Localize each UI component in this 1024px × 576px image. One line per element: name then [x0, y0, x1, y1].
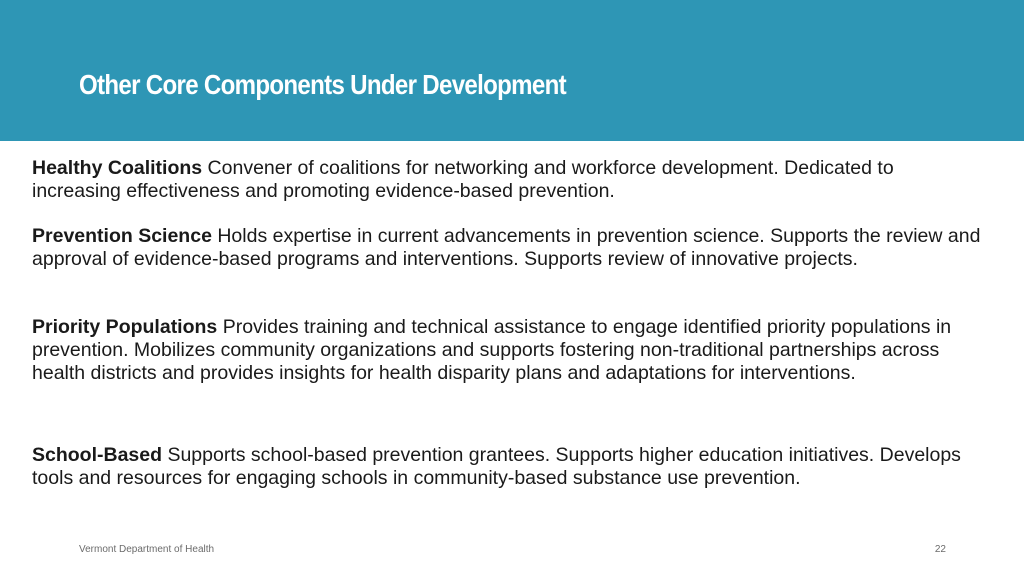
item-term: School-Based — [32, 444, 163, 466]
item-term: Healthy Coalitions — [32, 157, 203, 179]
item-term: Prevention Science — [32, 225, 212, 247]
page-number: 22 — [934, 544, 946, 555]
item-healthy-coalitions — [32, 157, 982, 203]
item-description: Convener of coalitions for networking and workforce development. Dedicated to increasing effectiveness and promoting evidence-based prevention. — [32, 157, 894, 202]
item-priority-populations — [32, 316, 982, 385]
slide-title: Other Core Components Under Development — [79, 69, 566, 100]
item-description: Provides training and technical assistance to engage identified priority populations in prevention. Mobilizes community organizations and supports fostering non-traditional partnerships across health districts and provides insights for health disparity plans and adaptations for interventions. — [32, 316, 952, 384]
item-description: Holds expertise in current advancements in prevention science. Supports the review and approval of evidence-based programs and interventions. Supports review of innovative projects. — [32, 225, 981, 270]
item-term: Priority Populations — [32, 316, 218, 338]
item-prevention-science — [32, 225, 982, 271]
footer-organization: Vermont Department of Health — [79, 544, 215, 555]
title-bar — [0, 0, 1024, 141]
item-description: Supports school-based prevention grantees. Supports higher education initiatives. Develops tools and resources for engaging schools in community-based substance use prevention. — [32, 444, 961, 489]
item-school-based — [32, 444, 982, 490]
